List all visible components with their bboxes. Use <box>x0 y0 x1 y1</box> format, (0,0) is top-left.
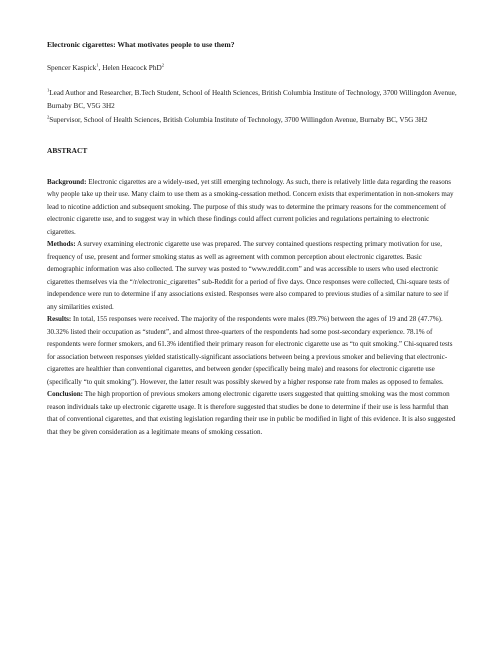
paper-page <box>47 40 459 438</box>
paper-title: Electronic cigarettes: What motivates people to use them? <box>47 40 235 49</box>
conclusion-label: Conclusion: <box>47 390 84 399</box>
methods-label: Methods: <box>47 240 76 249</box>
affiliation-2-text: Supervisor, School of Health Sciences, British Columbia Institute of Technology, 3700 Willingdon Avenue, Burnaby BC, V5G 3H2 <box>49 116 428 125</box>
affiliation-1 <box>47 87 459 112</box>
background-text: Electronic cigarettes are a widely-used, yet still emerging technology. As such, there is relatively little data regarding the reasons why people take up their use. Many claim to use them as a smoking-cessation method. Concern exists that experimentation in non-smokers may lead to nicotine addiction and subsequent smoking. The purpose of this study was to determine the primary reasons for the commencement of electronic cigarette use, and to suggest way in which these findings could affect current policies and regulations pertaining to electronic cigarettes. <box>47 177 454 236</box>
author-separator: , <box>98 63 103 72</box>
affiliation-2 <box>47 114 459 127</box>
results-label: Results: <box>47 315 72 324</box>
author-2-superscript: 2 <box>161 62 165 68</box>
author-1-superscript: 1 <box>96 62 99 68</box>
methods-text: A survey examining electronic cigarette use was prepared. The survey contained questions respecting primary motivation for use, frequency of use, present and former smoking status as well as agreement with common perception about electronic cigarettes. Basic demographic information was also collected. The survey was posted to “www.reddit.com” and was accessible to users who used electronic cigarettes themselves via the “/r/electronic_cigarettes” sub-Reddit for a period of five days. Once responses were collected, Chi-square tests of independence were run to determine if any associations existed. Responses were also compared to previous studies of a similar nature to see if any similarities existed. <box>47 240 450 311</box>
affiliation-1-superscript: 1 <box>47 87 50 93</box>
abstract-methods <box>47 238 459 313</box>
author-2-name: Helen Heacock PhD <box>102 63 162 72</box>
affiliation-1-text: Lead Author and Researcher, B.Tech Student, School of Health Sciences, British Columbia Institute of Technology, 3700 Willingdon Avenue, Burnaby BC, V5G 3H2 <box>47 89 457 110</box>
abstract-heading: ABSTRACT <box>47 145 88 155</box>
abstract-background <box>47 176 459 239</box>
abstract-results <box>47 313 459 388</box>
conclusion-text: The high proportion of previous smokers among electronic cigarette users suggested that quitting smoking was the most common reason individuals take up electronic cigarette usage. It is therefore suggested that studies be done to determine if their use is less harmful than that of conventional cigarettes, and that existing legislation regarding their use in public be modified in light of this evidence. It is also suggested that they be given consideration as a legitimate means of smoking cessation. <box>47 390 456 436</box>
abstract-conclusion <box>47 388 459 438</box>
results-text: In total, 155 responses were received. The majority of the respondents were males (89.7%) between the ages of 19 and 28 (47.7%). 30.32% listed their occupation as “student”, and almost three-quarters of the respondents had some post-secondary experience. 78.1% of respondents were former smokers, and 61.3% identified their primary reason for electronic cigarette use as “to quit smoking.” Chi-squared tests for association between responses yielded statistically-significant associations between being a previous smoker and believing that electronic-cigarettes are healthier than conventional cigarettes, and between gender (specifically being male) and reasons for electronic cigarette use (specifically “to quit smoking”). However, the latter result was possibly skewed by a higher response rate from males as opposed to females. <box>47 315 453 386</box>
author-line <box>47 63 459 73</box>
affiliation-2-superscript: 2 <box>47 114 50 120</box>
author-1-name: Spencer Kaspick <box>47 63 97 72</box>
background-label: Background: <box>47 177 87 186</box>
